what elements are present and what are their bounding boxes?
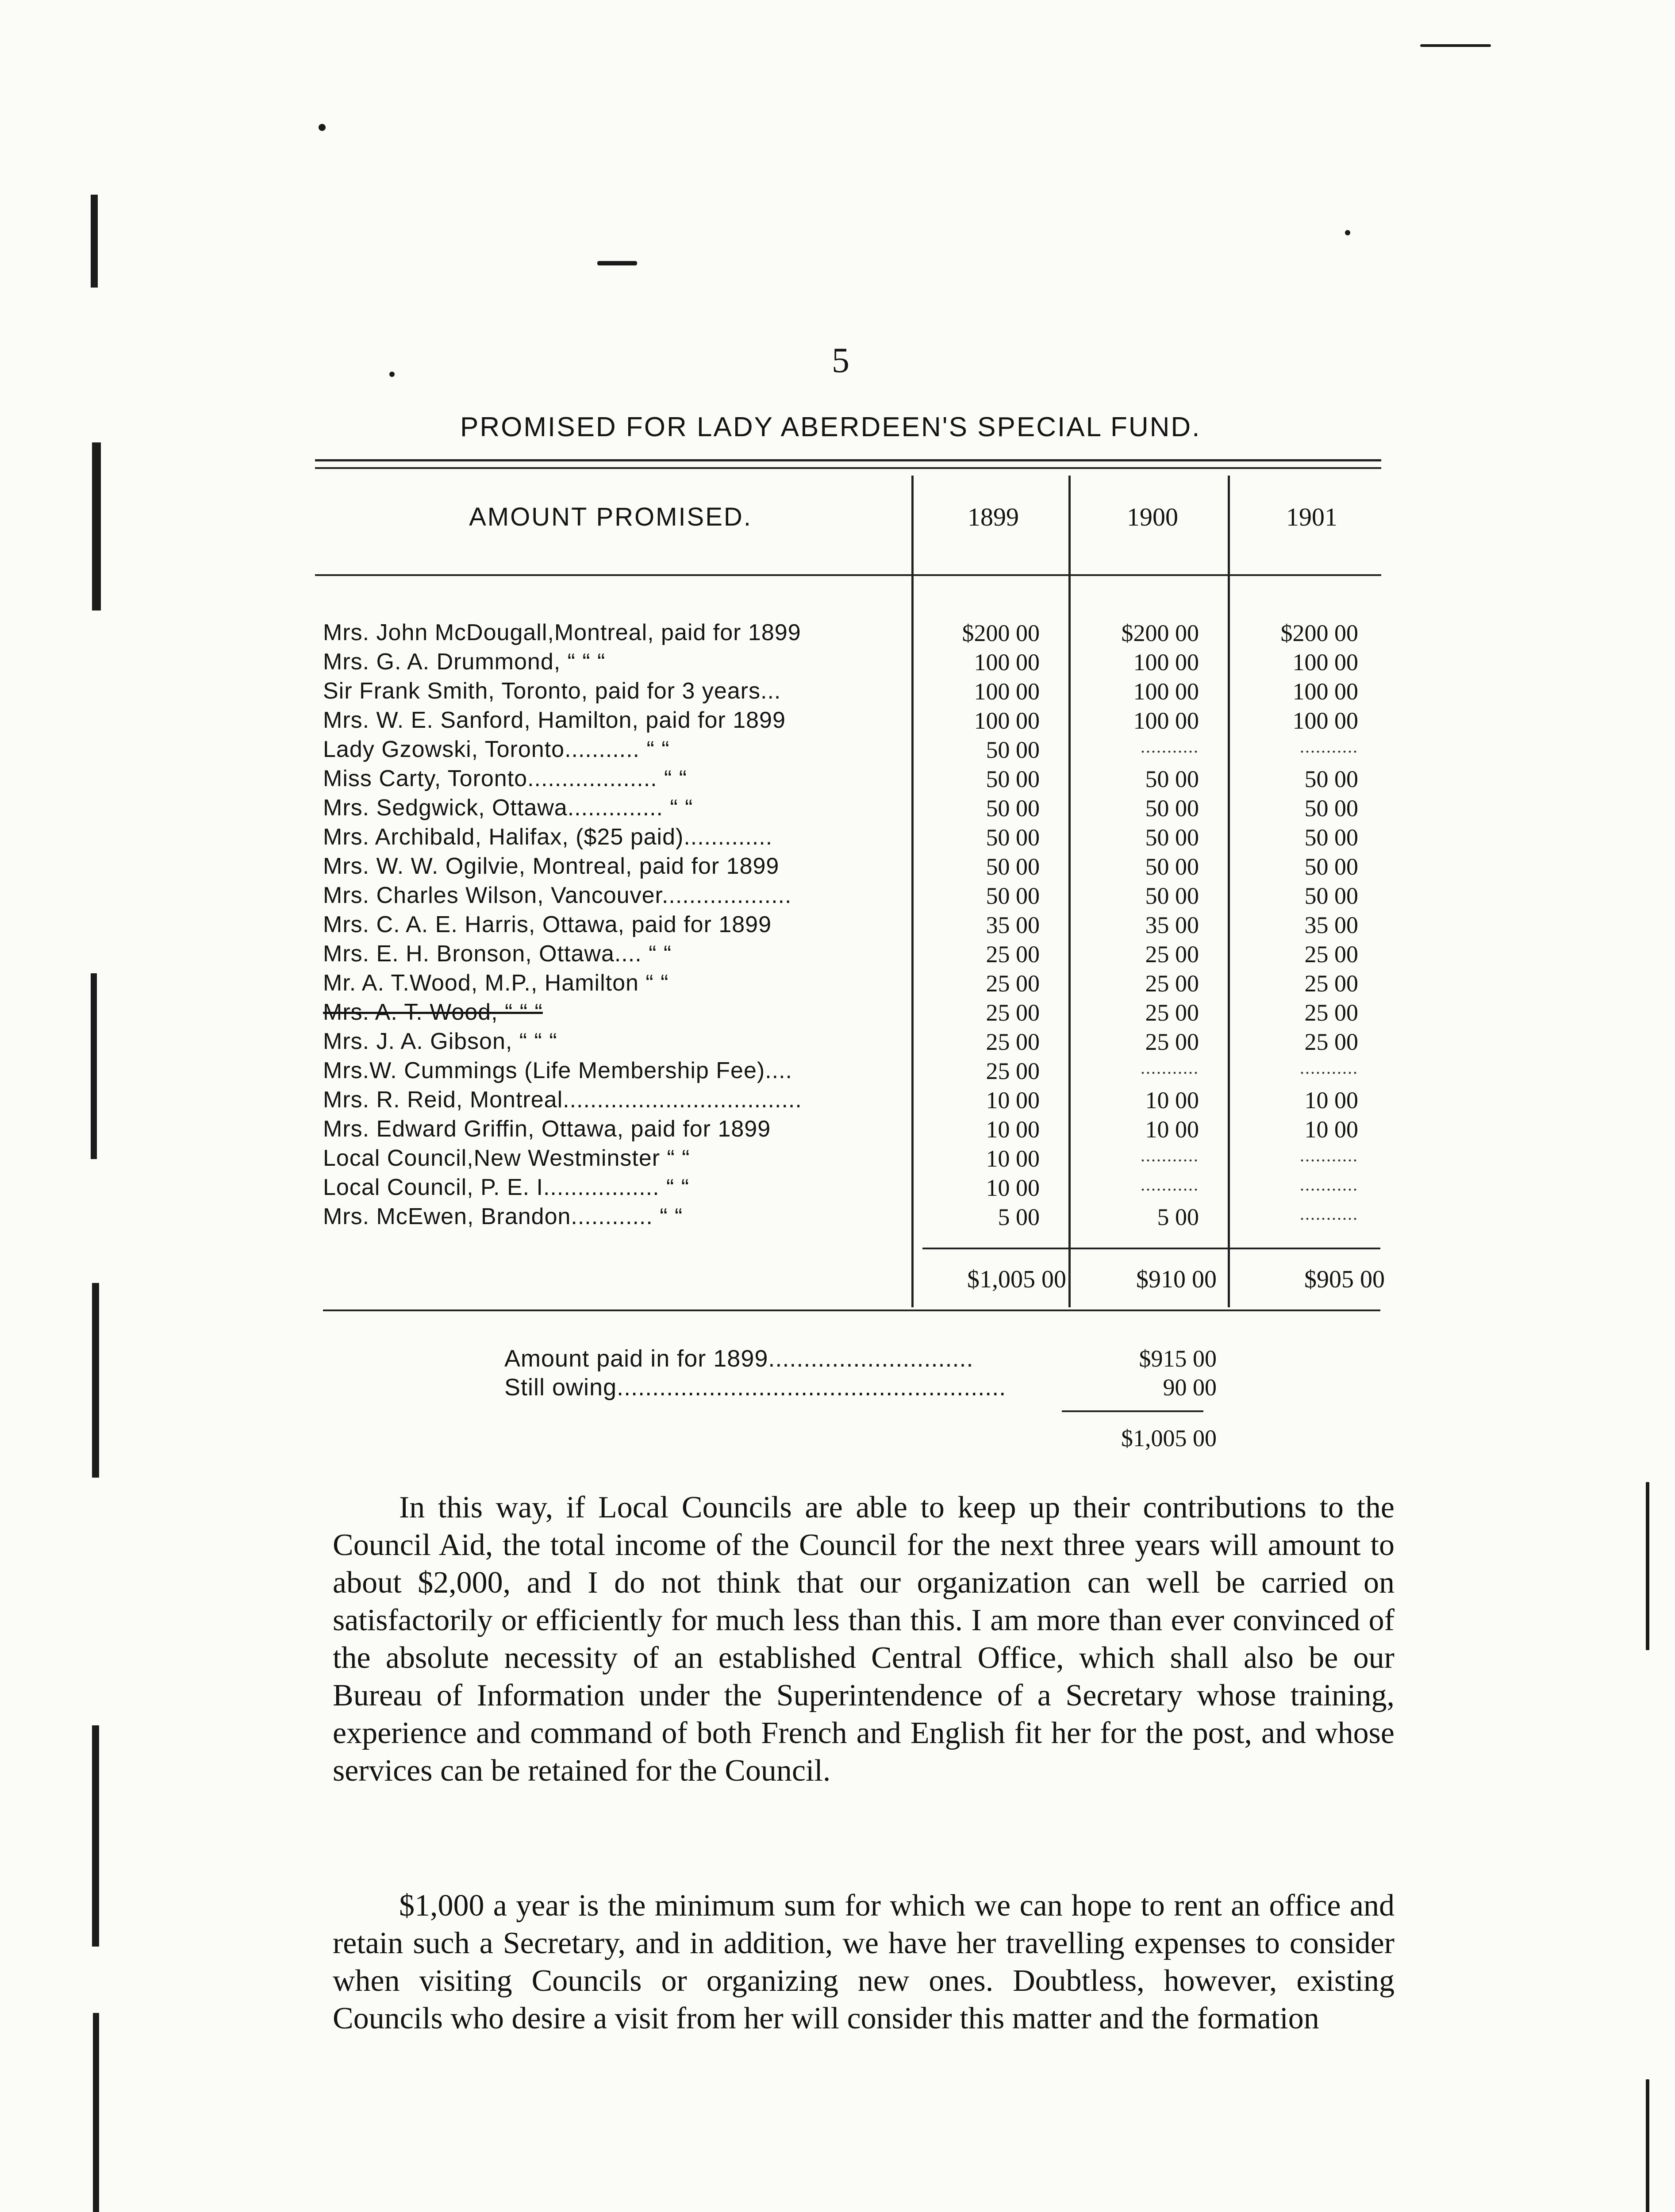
table-top-rule [315,459,1381,461]
amount-1901: 50 00 [1304,853,1358,880]
amount-1901: ........... [1300,1204,1358,1224]
amount-1900: ........... [1141,1058,1199,1078]
amount-1900: $200 00 [1121,620,1199,646]
donor-name: Mrs. Sedgwick, Ottawa.............. “ “ [323,795,693,821]
page-title: PROMISED FOR LADY ABERDEEN'S SPECIAL FUND. [460,412,1201,442]
amount-1900: ........... [1141,1145,1199,1165]
amount-1900: 100 00 [1133,707,1199,734]
amount-1900: 10 00 [1145,1087,1199,1114]
amount-1900: 50 00 [1145,853,1199,880]
amount-1901: 50 00 [1304,824,1358,851]
amount-1899: 50 00 [986,795,1040,822]
speck [319,124,326,131]
summary-rule [1062,1410,1203,1412]
column-header-1901: 1901 [1286,503,1337,531]
amount-1899: 100 00 [974,649,1040,676]
amount-1901: 10 00 [1304,1087,1358,1114]
amount-1901: 50 00 [1304,766,1358,792]
table-bottom-rule [323,1310,1380,1311]
body-paragraph [333,1887,1395,2037]
amount-1901: 10 00 [1304,1116,1358,1143]
amount-1899: 50 00 [986,737,1040,763]
speck [1420,44,1491,47]
column-header-1899: 1899 [968,503,1019,531]
table-row [323,1145,1385,1174]
speck [1646,2079,1649,2212]
speck [389,372,395,377]
amount-1899: 25 00 [986,1058,1040,1084]
amount-1901: 100 00 [1292,678,1358,705]
donor-name: Mrs. W. W. Ogilvie, Montreal, paid for 1899 [323,853,780,879]
table-row [323,853,1385,882]
table-header-rule [315,574,1381,576]
donor-name: Mrs. Edward Griffin, Ottawa, paid for 1899 [323,1116,771,1142]
amount-1901: 50 00 [1304,795,1358,822]
speck [1345,230,1350,235]
table-row [323,649,1385,678]
amount-1899: 100 00 [974,678,1040,705]
amount-1901: 25 00 [1304,941,1358,968]
total-1899: $1,005 00 [967,1266,1066,1293]
table-row [323,1057,1385,1087]
amount-1900: 50 00 [1145,795,1199,822]
table-row [323,707,1385,736]
amount-1899: 10 00 [986,1116,1040,1143]
amount-1899: 10 00 [986,1087,1040,1114]
table-row [323,999,1385,1028]
amount-1899: 50 00 [986,766,1040,792]
donor-name: Sir Frank Smith, Toronto, paid for 3 years... [323,678,781,704]
amount-1900: 25 00 [1145,1029,1199,1055]
amount-1901: ........... [1300,737,1358,757]
paid-label: Amount paid in for 1899............................. [504,1345,974,1372]
amount-1901: 35 00 [1304,912,1358,938]
amount-1900: 50 00 [1145,766,1199,792]
donor-name: Mrs. Charles Wilson, Vancouver................... [323,883,792,908]
column-header-amount: AMOUNT PROMISED. [469,503,752,531]
summary-total: $1,005 00 [1121,1425,1217,1452]
table-row [323,970,1385,999]
table-row [323,1087,1385,1116]
amount-1899: 10 00 [986,1145,1040,1172]
donor-name: Lady Gzowski, Toronto........... “ “ [323,737,670,762]
owing-amount: 90 00 [1163,1374,1217,1401]
amount-1901: $200 00 [1280,620,1358,646]
table-row [323,795,1385,824]
donor-name: Mrs. Archibald, Halifax, ($25 paid)............. [323,824,773,850]
binding-mark [92,442,101,611]
amount-1900: 5 00 [1157,1204,1199,1230]
amount-1900: ........... [1141,737,1199,757]
total-1900: $910 00 [1136,1266,1217,1293]
table-row [323,678,1385,707]
amount-1901: 100 00 [1292,707,1358,734]
donor-name: Mr. A. T.Wood, M.P., Hamilton “ “ [323,970,669,996]
amount-1901: ........... [1300,1175,1358,1194]
speck [597,261,637,265]
donor-name: Mrs. G. A. Drummond, “ “ “ [323,649,606,675]
amount-1899: 25 00 [986,970,1040,997]
binding-mark [93,2013,99,2212]
amount-1900: 25 00 [1145,999,1199,1026]
paid-amount: $915 00 [1139,1345,1217,1372]
amount-1900: 25 00 [1145,941,1199,968]
table-top-rule [315,467,1381,469]
amount-1901: 25 00 [1304,999,1358,1026]
table-row [323,619,1385,649]
donor-name: Mrs. J. A. Gibson, “ “ “ [323,1029,557,1054]
table-row [323,1174,1385,1203]
donor-name: Local Council,New Westminster “ “ [323,1145,690,1171]
binding-mark [91,195,98,288]
amount-1900: 50 00 [1145,824,1199,851]
amount-1901: 25 00 [1304,970,1358,997]
donor-name: Mrs. C. A. E. Harris, Ottawa, paid for 1899 [323,912,772,937]
amount-1899: 35 00 [986,912,1040,938]
totals-rule [922,1248,1380,1249]
table-row [323,765,1385,795]
column-header-1900: 1900 [1127,503,1178,531]
donor-name: Local Council, P. E. I................. “ “ [323,1175,690,1200]
paragraph-text: In this way, if Local Councils are able to keep up their contributions to the Council Aid, the total income of the Council for the next three years will amount to about $2,000, and I do not think that our organization can well be carried on satisfactorily or efficiently for much less than this. I am more than ever convinced of the absolute necessity of an established Central Office, which shall also be our Bureau of Information under the Superintendence of a Secretary whose training, experience and command of both French and English fit her for the post, and whose services can be retained for the Council. [333,1490,1395,1788]
amount-1899: 25 00 [986,941,1040,968]
amount-1901: ........... [1300,1145,1358,1165]
amount-1899: 5 00 [998,1204,1040,1230]
amount-1899: 10 00 [986,1175,1040,1201]
donor-name: Mrs. W. E. Sanford, Hamilton, paid for 1899 [323,707,786,733]
table-row [323,824,1385,853]
donor-name: Mrs.W. Cummings (Life Membership Fee).... [323,1058,792,1083]
amount-1899: 50 00 [986,853,1040,880]
amount-1900: 35 00 [1145,912,1199,938]
amount-1900: 25 00 [1145,970,1199,997]
table-row [323,941,1385,970]
binding-mark [91,973,97,1159]
owing-label: Still owing....................................................... [504,1374,1007,1401]
binding-mark [92,1725,99,1947]
page-number: 5 [832,341,849,380]
amount-1901: 100 00 [1292,649,1358,676]
amount-1901: 25 00 [1304,1029,1358,1055]
donor-name: Mrs. McEwen, Brandon............ “ “ [323,1204,683,1229]
amount-1899: 25 00 [986,1029,1040,1055]
donor-name: Miss Carty, Toronto................... “ “ [323,766,688,791]
amount-1901: ........... [1300,1058,1358,1078]
body-paragraph [333,1489,1395,1790]
amount-1900: 10 00 [1145,1116,1199,1143]
donor-name: Mrs. A. T. Wood, “ “ “ [323,999,543,1025]
table-row [323,1028,1385,1057]
amount-1900: 50 00 [1145,883,1199,909]
amount-1899: 50 00 [986,824,1040,851]
amount-1901: 50 00 [1304,883,1358,909]
amount-1899: 50 00 [986,883,1040,909]
table-row [323,1116,1385,1145]
amount-1900: ........... [1141,1175,1199,1194]
amount-1900: 100 00 [1133,649,1199,676]
table-row [323,1203,1385,1233]
speck [1646,1482,1649,1650]
donor-name: Mrs. John McDougall,Montreal, paid for 1899 [323,620,801,645]
amount-1899: 100 00 [974,707,1040,734]
amount-1899: $200 00 [962,620,1040,646]
binding-mark [92,1283,99,1478]
donor-name: Mrs. E. H. Bronson, Ottawa.... “ “ [323,941,672,967]
table-row [323,736,1385,765]
table-row [323,911,1385,941]
amount-1900: 100 00 [1133,678,1199,705]
total-1901: $905 00 [1304,1266,1385,1293]
donor-name: Mrs. R. Reid, Montreal................................... [323,1087,802,1113]
paragraph-text: $1,000 a year is the minimum sum for which we can hope to rent an office and retain such a Secretary, and in addition, we have her travelling expenses to consider when visiting Councils or organizing new ones. Doubtless, however, existing Councils who desire a visit from her will consider this matter and the formation [333,1889,1395,2035]
table-row [323,882,1385,911]
amount-1899: 25 00 [986,999,1040,1026]
